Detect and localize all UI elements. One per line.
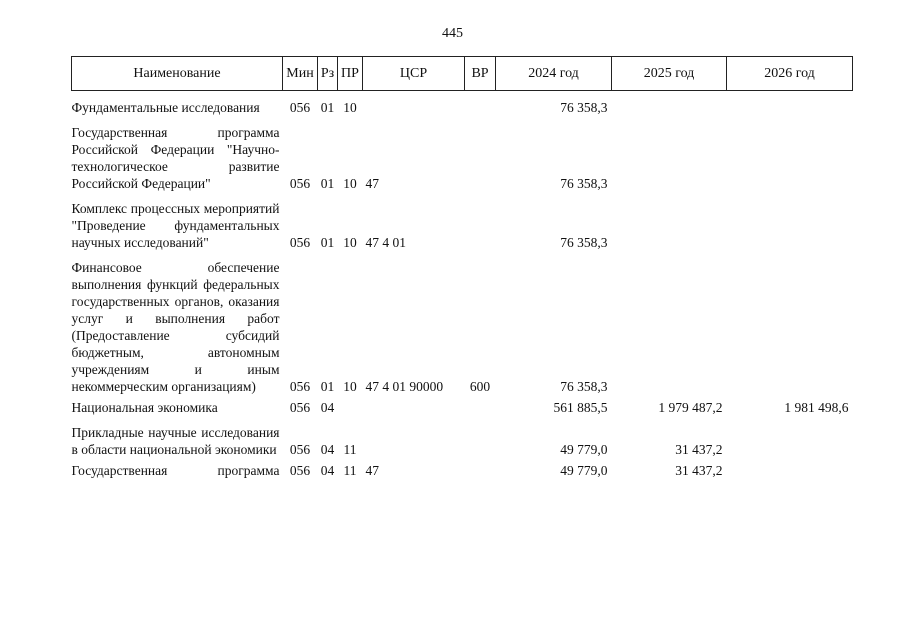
row-rz: 04: [320, 442, 335, 457]
row-rz: 01: [320, 100, 335, 115]
row-min: 056: [289, 379, 311, 394]
row-2026: 1 981 498,6: [784, 400, 849, 415]
row-name: Комплекс процессных мероприятий "Проведение фундаментальных научных исследований": [71, 201, 280, 250]
table-header-row: [72, 57, 853, 91]
table-row: [72, 99, 853, 116]
row-min: 056: [289, 100, 311, 115]
header-pr: ПР: [338, 57, 363, 91]
row-vr: [465, 424, 496, 458]
table-row: [72, 200, 853, 251]
row-rz: 04: [320, 400, 335, 415]
row-name: Фундаментальные исследования: [71, 100, 260, 115]
row-2025: [612, 200, 727, 251]
row-csr: 47 4 01: [365, 235, 406, 250]
row-min: 056: [289, 176, 311, 191]
header-vr: ВР: [465, 57, 496, 91]
header-2026: 2026 год: [727, 57, 853, 91]
row-min: 056: [289, 463, 311, 478]
row-name: Государственная программа Российской Федерации "Научно-технологическое развитие Российской Федерации": [71, 125, 280, 191]
table-row: [72, 424, 853, 458]
row-pr: 10: [343, 176, 357, 191]
header-name: Наименование: [72, 57, 283, 91]
row-vr: [465, 99, 496, 116]
row-vr: [465, 124, 496, 192]
row-2024: 76 358,3: [560, 379, 608, 394]
row-pr: 10: [343, 379, 357, 394]
table-row: [72, 259, 853, 395]
row-2024: 49 779,0: [560, 463, 608, 478]
page-number: 445: [442, 26, 463, 41]
row-2024: 76 358,3: [560, 100, 608, 115]
row-name: Прикладные научные исследования в области национальной экономики: [71, 425, 280, 457]
row-2026: [727, 424, 853, 458]
row-csr: [363, 424, 465, 458]
row-2025: 31 437,2: [675, 463, 723, 478]
row-2024: 76 358,3: [560, 235, 608, 250]
row-min: 056: [289, 442, 311, 457]
row-csr: 47: [365, 463, 379, 478]
row-2024: 76 358,3: [560, 176, 608, 191]
row-name: Национальная экономика: [71, 400, 218, 415]
row-2026: [727, 99, 853, 116]
row-csr: [363, 99, 465, 116]
row-min: 056: [289, 235, 311, 250]
header-rz: Рз: [318, 57, 338, 91]
row-rz: 01: [320, 176, 335, 191]
row-pr: 11: [343, 442, 357, 457]
row-rz: 01: [320, 379, 335, 394]
row-2025: 1 979 487,2: [658, 400, 723, 415]
row-2025: [612, 259, 727, 395]
budget-table: [71, 56, 853, 479]
row-2026: [727, 200, 853, 251]
row-2025: [612, 99, 727, 116]
row-rz: 01: [320, 235, 335, 250]
row-2026: [727, 259, 853, 395]
row-pr: 11: [343, 463, 357, 478]
row-2026: [727, 124, 853, 192]
row-2024: 49 779,0: [560, 442, 608, 457]
header-2025: 2025 год: [612, 57, 727, 91]
row-vr: [465, 399, 496, 416]
row-2024: 561 885,5: [553, 400, 608, 415]
row-pr: 10: [343, 100, 357, 115]
row-vr: [465, 200, 496, 251]
row-2025: [612, 124, 727, 192]
header-2024: 2024 год: [496, 57, 612, 91]
row-min: 056: [289, 400, 311, 415]
row-pr: [338, 399, 363, 416]
header-csr: ЦСР: [363, 57, 465, 91]
table-row: [72, 399, 853, 416]
row-csr: 47: [365, 176, 379, 191]
row-2026: [727, 462, 853, 479]
row-vr: 600: [469, 379, 491, 394]
row-pr: 10: [343, 235, 357, 250]
table-row: [72, 124, 853, 192]
header-min: Мин: [283, 57, 318, 91]
row-name: Финансовое обеспечение выполнения функций федеральных государственных органов, оказания услуг и выполнения работ (Предоставление субсидий бюджетным, автономным учреждениям и иным некоммерческим организациям): [71, 260, 280, 394]
row-csr: [363, 399, 465, 416]
row-2025: 31 437,2: [675, 442, 723, 457]
row-name: Государственная программа: [71, 463, 280, 478]
row-vr: [465, 462, 496, 479]
row-csr: 47 4 01 90000: [365, 379, 444, 394]
table-row: [72, 462, 853, 479]
row-rz: 04: [320, 463, 335, 478]
